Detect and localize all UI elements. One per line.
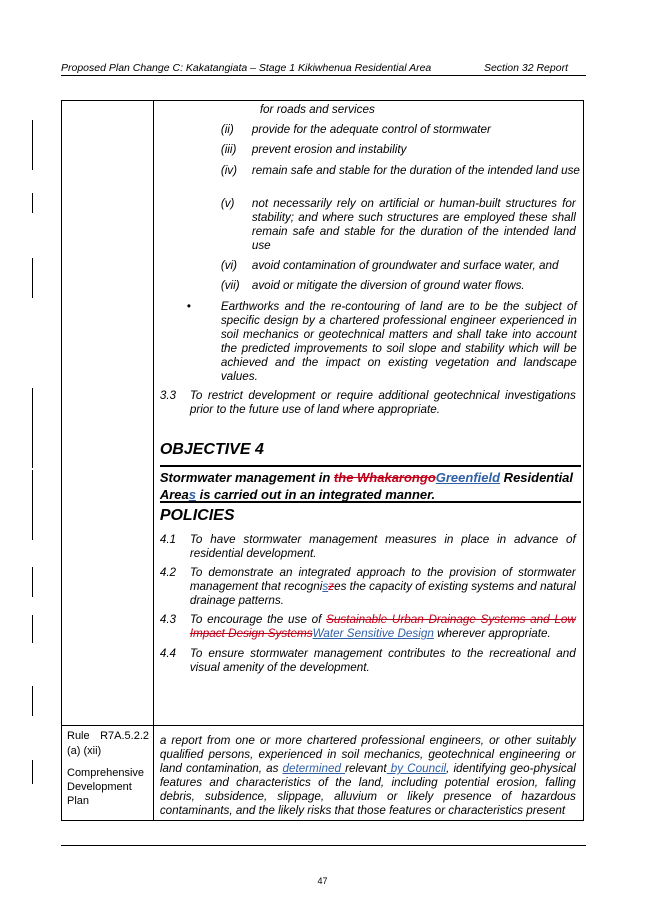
item-text: remain safe and stable for the duration of the intended land use	[251, 164, 580, 177]
policy-number: 4.3	[159, 613, 177, 626]
change-bar	[32, 470, 33, 540]
bullet-text: Earthworks and the re-contouring of land are to be the subject of specific design by a chartered professional engineer experienced in soil mechanics or geotechnical matters and shall take into account the predicted improvements to soil slope and stability which will be achieved and the impact on existing vegetation and landscape values.	[220, 300, 577, 383]
inserted-text: Water Sensitive Design	[312, 627, 434, 640]
objective-heading: OBJECTIVE 4	[159, 441, 264, 458]
item-number: (v)	[220, 197, 235, 210]
header-title: Proposed Plan Change C: Kakatangiata – Stage 1 Kikiwhenua Residential Area	[61, 62, 432, 74]
objective-rule-bottom	[160, 501, 581, 503]
requirement-text: a report from one or more chartered professional engineers, or other suitably qualified persons, experienced in soil mechanics, geotechnical engineering or land contamination, as determined relevant by Council, identifying geo-physical features and characteristics of the land, including potential erosion, falling debris, subsidence, slippage, alluvium or likely presence of hazardous contaminants, and the likely risks that those features or characteristics present	[159, 734, 576, 817]
deleted-text: the Whakarongo	[333, 470, 436, 485]
row-label-cell	[62, 101, 154, 726]
item-text: avoid or mitigate the diversion of ground water flows.	[251, 279, 525, 292]
row-content-cell	[153, 101, 583, 726]
policy-text: To have stormwater management measures in place in advance of residential development.	[189, 533, 576, 560]
header-rule	[61, 75, 586, 76]
policy-number: 4.1	[159, 533, 177, 546]
table-row	[62, 101, 584, 726]
policy-text: To demonstrate an integrated approach to the provision of stormwater management that recogniszes the capacity of existing systems and natural drainage patterns.	[189, 566, 576, 607]
row-content-cell	[153, 726, 583, 821]
objective-statement: Stormwater management in the WhakarongoGreenfield Residential Areas is carried out in an integrated manner.	[159, 470, 574, 502]
item-number: (iii)	[220, 143, 237, 156]
page-header	[61, 62, 586, 74]
inserted-text: Greenfield	[435, 470, 501, 485]
item-text: avoid contamination of groundwater and surface water, and	[251, 259, 559, 272]
item-text: provide for the adequate control of stormwater	[251, 123, 491, 136]
item-number: (ii)	[220, 123, 234, 136]
deleted-text: z	[328, 580, 335, 593]
footer-rule	[61, 845, 586, 846]
change-bar	[32, 567, 33, 597]
policy-text: To restrict development or require additional geotechnical investigations prior to the future use of land where appropriate.	[189, 389, 576, 416]
inserted-text: determined	[282, 762, 346, 775]
rule-reference-sub: (a) (xii)	[67, 745, 102, 757]
header-section: Section 32 Report	[483, 62, 568, 74]
plan-label: Development	[67, 781, 132, 793]
policy-text: To encourage the use of Sustainable Urban Drainage Systems and Low Impact Design SystemsWater Sensitive Design wherever appropriate.	[189, 613, 576, 640]
row-label-cell	[62, 726, 154, 821]
inserted-text: s	[322, 580, 329, 593]
inserted-text: by Council	[386, 762, 447, 775]
policy-number: 4.4	[159, 647, 177, 660]
plan-label: Comprehensive	[67, 767, 145, 779]
policy-number: 3.3	[159, 389, 177, 402]
page-number: 47	[317, 876, 328, 886]
item-text: not necessarily rely on artificial or human-built structures for stability; and where such structures are employed these shall remain safe and stable for the duration of the intended land use	[251, 197, 576, 252]
item-number: (vii)	[220, 279, 240, 292]
plan-label: Plan	[67, 795, 90, 807]
bullet-icon: •	[186, 300, 191, 313]
rule-reference: Rule R7A.5.2.2	[67, 730, 149, 742]
inserted-text: s	[188, 487, 196, 502]
change-bar	[32, 615, 33, 643]
change-bar	[32, 258, 33, 298]
continuation-text: for roads and services	[259, 103, 375, 116]
change-bar	[32, 686, 33, 716]
change-bar	[32, 120, 33, 170]
change-bar	[32, 193, 33, 213]
change-bar	[32, 388, 33, 468]
item-text: prevent erosion and instability	[251, 143, 407, 156]
policy-table	[61, 100, 584, 821]
table-row	[62, 726, 584, 821]
item-number: (iv)	[220, 164, 238, 177]
deleted-text: Sustainable Urban Drainage Systems and Low Impact Design Systems	[189, 613, 576, 640]
policy-text: To ensure stormwater management contributes to the recreational and visual amenity of the development.	[189, 647, 576, 674]
policy-number: 4.2	[159, 566, 177, 579]
policies-heading: POLICIES	[159, 507, 235, 524]
item-number: (vi)	[220, 259, 238, 272]
change-bar	[32, 760, 33, 784]
objective-rule-top	[160, 465, 581, 467]
